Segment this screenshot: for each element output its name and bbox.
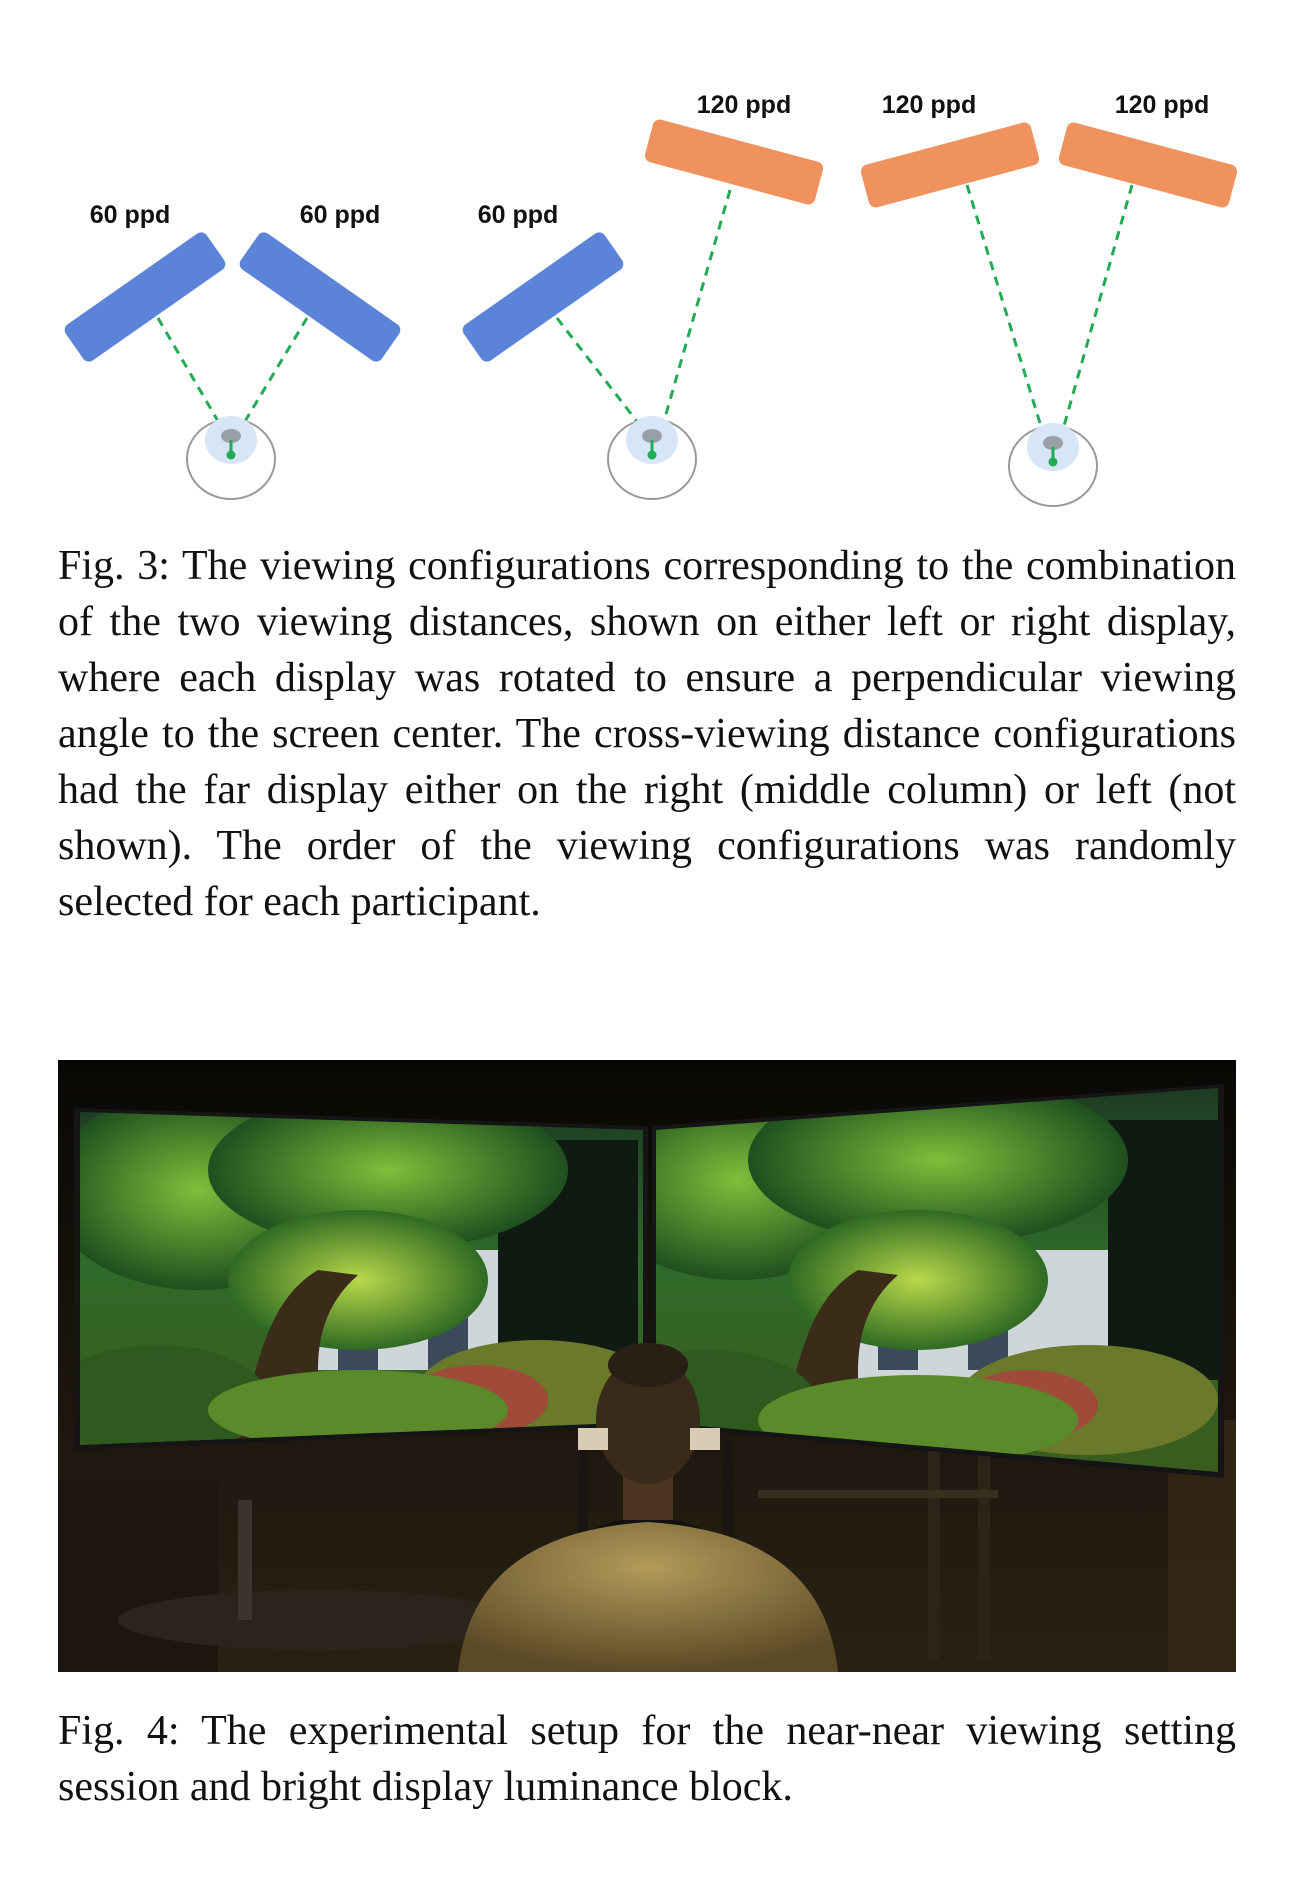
ppd-label: 60 ppd	[477, 201, 559, 229]
config-near-far	[460, 91, 825, 499]
ppd-label: 60 ppd	[89, 201, 171, 229]
gaze-line-left	[158, 318, 222, 428]
far-display	[643, 118, 824, 206]
figure-4-photo	[58, 1060, 1236, 1672]
gaze-line-left	[967, 185, 1043, 433]
gaze-line-right	[1062, 185, 1132, 433]
config-far-far	[859, 91, 1238, 506]
near-display	[460, 230, 626, 365]
ppd-label: 120 ppd	[881, 91, 977, 119]
ppd-label: 60 ppd	[299, 201, 381, 229]
eye-icon	[187, 416, 275, 499]
ppd-label: 120 ppd	[696, 91, 792, 119]
ppd-label: 120 ppd	[1114, 91, 1210, 119]
near-display-left	[62, 230, 228, 365]
figure-4-caption: Fig. 4: The experimental setup for the near-near viewing setting session and bright display luminance block.	[58, 1708, 1236, 1810]
experimental-setup-image	[58, 1060, 1236, 1672]
far-display-left	[859, 121, 1040, 209]
config-near-near	[62, 201, 403, 499]
near-display-right	[237, 230, 403, 365]
eye-icon	[1009, 423, 1097, 506]
gaze-line-right	[241, 318, 307, 428]
figure-3-diagram	[0, 0, 1290, 520]
far-display-right	[1057, 121, 1238, 209]
figure-3-caption: Fig. 3: The viewing configurations corresponding to the combination of the two viewing distances, shown on either left or right display, where each display was rotated to ensure a perpendicular viewing angle to the screen center. The cross-viewing distance configurations had the far display either on the right (middle column) or left (not shown). The order of the viewing configurations was randomly selected for each participant.	[58, 543, 1236, 925]
gaze-line-far	[662, 190, 730, 428]
eye-icon	[608, 416, 696, 499]
gaze-line-near	[557, 318, 642, 428]
